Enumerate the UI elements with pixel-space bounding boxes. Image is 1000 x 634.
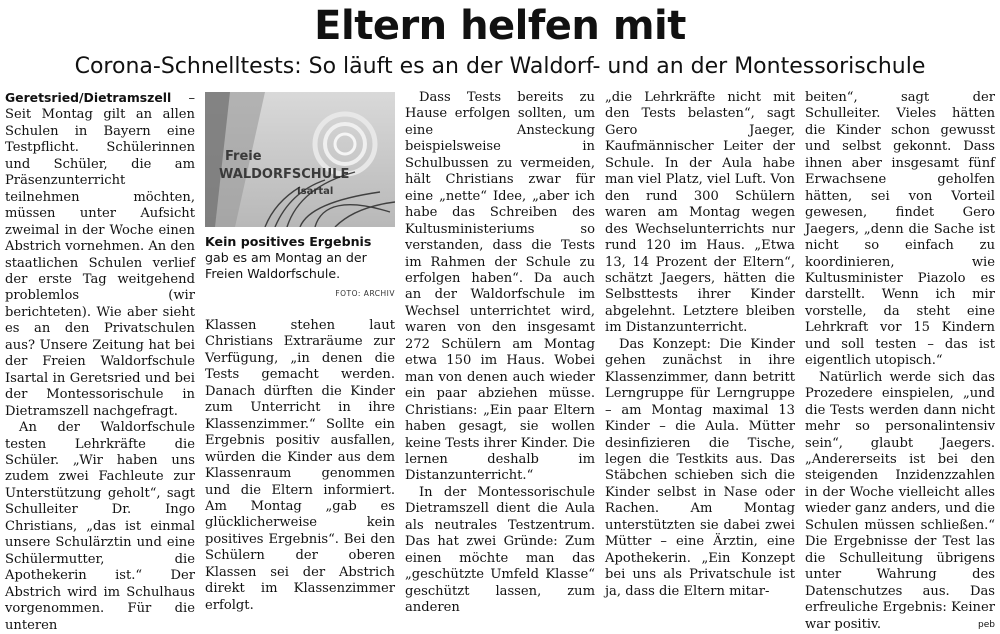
article-column-2 xyxy=(205,318,395,614)
article-paragraph: Das Konzept: Die Kinder gehen zunächst in ihre Klassenzimmer, dann betritt Lerngruppe für Lerngruppe – am Montag maximal 13 Kinder – die Aula. Mütter desinfizieren die Tische, legen die Testkits aus. Das Stäbchen schieben sich die Kinder selbst in Nase oder Rachen. Am Montag unterstützten sie dabei zwei Mütter – eine Ärztin, eine Apothekerin. „Ein Konzept bei uns als Privatschule ist ja, dass die Eltern mitar- xyxy=(605,336,795,599)
photo-credit: FOTO: ARCHIV xyxy=(335,289,395,298)
dateline: Geretsried/Dietramszell xyxy=(5,90,172,105)
author-initials: peb xyxy=(978,619,995,630)
sign-text-3: Isartal xyxy=(297,186,334,197)
article-paragraph: An der Waldorfschule testen Lehrkräfte die Schüler. „Wir haben uns zudem zwei Fachleute zur Unterstützung geholt“, sagt Schulleiter Dr. Ingo Christians, „das ist einmal unsere Schulärztin und eine Schülermutter, die Apothekerin ist.“ Der Abstrich wird im Schulhaus vorgenommen. Für die unteren xyxy=(5,420,195,633)
school-photo xyxy=(205,92,395,227)
article-paragraph: In der Montessorischule Dietramszell dient die Aula als neutrales Testzentrum. Das hat zwei Gründe: Zum einen möchte man das „geschützte Umfeld Klasse“ geschützt lassen, zum anderen xyxy=(405,484,595,616)
article-column-1 xyxy=(5,90,195,634)
article-column-3 xyxy=(405,90,595,617)
article-column-4 xyxy=(605,90,795,600)
article-paragraph: Klassen stehen laut Christians Extraräume zur Verfügung, „in denen die Tests gemacht werden. Danach dürften die Kinder zum Unterricht in ihre Klassenzimmer.“ Sollte ein Ergebnis positiv ausfallen, würden die Kinder aus dem Klassenraum genommen und die Eltern informiert. Am Montag „gab es glücklicherweise kein positives Ergebnis“. Bei den Schülern der oberen Klassen sei der Abstrich direkt im Klassenzimmer erfolgt. xyxy=(205,318,395,613)
article-paragraph xyxy=(805,370,995,633)
sign-text-1: Freie xyxy=(225,149,262,164)
sign-text-2: WALDORFSCHULE xyxy=(219,167,350,182)
headline: Eltern helfen mit xyxy=(314,3,686,49)
photo-caption xyxy=(205,234,395,302)
paragraph-text: – Seit Montag gilt an allen Schulen in Bayern eine Testpflicht. Schülerinnen und Schüler, die am Präsenzunterricht teilnehmen möchten, müssen unter Aufsicht zweimal in der Woche einen Abstrich vornehmen. An den staatlichen Schulen verlief der erste Tag weitgehend problemlos (wir berichteten). Wie aber sieht es an den Privatschulen aus? Unsere Zeitung hat bei der Freien Waldorfschule Isartal in Geretsried und bei der Montessorischule in Dietramszell nachgefragt. xyxy=(5,91,195,419)
article-paragraph: „die Lehrkräfte nicht mit den Tests belasten“, sagt Gero Jaeger, Kaufmännischer Leiter der Schule. In der Aula habe man viel Platz, viel Luft. Von den rund 300 Schülern waren am Montag wegen des Wechselunterrichts nur rund 120 im Haus. „Etwa 13, 14 Prozent der Eltern“, schätzt Jaegers, hätten die Selbsttests ihrer Kinder abgelehnt. Letztere bleiben im Distanzunterricht. xyxy=(605,90,795,336)
article-paragraph: Dass Tests bereits zu Hause erfolgen sollten, um eine Ansteckung beispielsweise in Schulbussen zu vermeiden, hält Christians zwar für eine „nette“ Idee, „aber ich habe das Schreiben des Kultusministeriums so verstanden, dass die Tests im Rahmen der Schule zu erfolgen haben“. Da auch an der Waldorfschule im Wechsel unterrichtet wird, waren von den insgesamt 272 Schülern am Montag etwa 150 im Haus. Wobei man von denen auch wieder ein paar abziehen müsse. Christians: „Ein paar Eltern haben gesagt, sie wollen keine Tests ihrer Kinder. Die lernen deshalb im Distanzunterricht.“ xyxy=(405,90,595,484)
school-photo-image xyxy=(205,92,395,227)
article-paragraph: beiten“, sagt der Schulleiter. Vieles hätten die Kinder schon gewusst und selbst gekonnt. Dass ihnen aber insgesamt fünf Erwachsene geholfen hätten, sei von Vorteil gewesen, findet Gero Jaegers, „denn die Sache ist nicht so einfach zu koordinieren, wie Kultusminister Piazolo es darstellt. Wenn ich mir vorstelle, da steht eine Lehrkraft vor 15 Kindern und soll testen – das ist eigentlich utopisch.“ xyxy=(805,90,995,369)
article-paragraph xyxy=(5,90,195,420)
article-column-5 xyxy=(805,90,995,633)
caption-text: gab es am Montag an der Freien Waldorfschule. xyxy=(205,250,367,281)
subhead: Corona-Schnelltests: So läuft es an der Waldorf- und an der Montessorischule xyxy=(74,54,926,79)
caption-bold: Kein positives Ergebnis xyxy=(205,234,372,249)
paragraph-text: Natürlich werde sich das Prozedere einspielen, „und die Tests werden dann nicht mehr so personalintensiv sein“, glaubt Jaegers. „Andererseits ist bei den steigenden Inzidenzzahlen in der Woche vielleicht alles wieder ganz anders, und die Schulen müssen schließen.“ Die Ergebnisse der Test las die Schulleitung übrigens unter Wahrung des Datenschutzes aus. Das erfreuliche Ergebnis: Keiner war positiv. xyxy=(805,369,995,632)
